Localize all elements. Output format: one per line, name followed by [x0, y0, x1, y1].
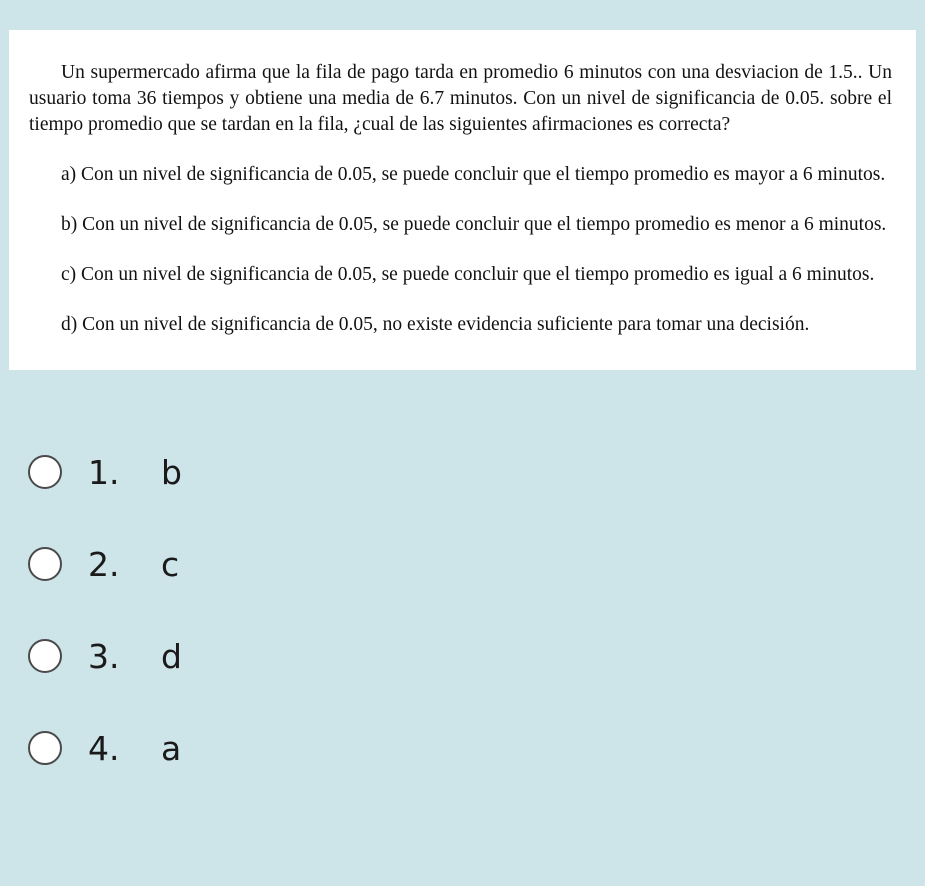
answer-options-list	[0, 370, 925, 766]
answer-letter: a	[161, 728, 182, 768]
answer-label-4	[62, 729, 181, 768]
answer-option-4[interactable]	[28, 730, 925, 766]
answer-option-3[interactable]	[28, 638, 925, 674]
answer-label-1	[62, 453, 182, 492]
question-choice-a: a) Con un nivel de significancia de 0.05, se puede concluir que el tiempo promedio es mayor a 6 minutos.	[61, 164, 886, 185]
answer-number: 3.	[88, 636, 120, 676]
radio-button-2[interactable]	[28, 547, 62, 581]
answer-label-2	[62, 545, 179, 584]
question-choice-d: d) Con un nivel de significancia de 0.05, no existe evidencia suficiente para tomar una decisión.	[61, 314, 810, 335]
answer-letter: b	[161, 452, 182, 492]
answer-number: 2.	[88, 544, 120, 584]
question-panel	[9, 30, 916, 370]
answer-letter: d	[161, 636, 182, 676]
answer-number: 1.	[88, 452, 120, 492]
question-statement: Un supermercado afirma que la fila de pago tarda en promedio 6 minutos con una desviacion de 1.5.. Un usuario toma 36 tiempos y obtiene una media de 6.7 minutos. Con un nivel de significancia de 0.05. sobre el tiempo promedio que se tardan en la fila, ¿cual de las siguientes afirmaciones es correcta?	[29, 62, 892, 135]
question-choice-b: b) Con un nivel de significancia de 0.05, se puede concluir que el tiempo promedio es menor a 6 minutos.	[61, 214, 887, 235]
answer-option-1[interactable]	[28, 454, 925, 490]
question-choice-c: c) Con un nivel de significancia de 0.05, se puede concluir que el tiempo promedio es igual a 6 minutos.	[61, 264, 875, 285]
radio-button-3[interactable]	[28, 639, 62, 673]
answer-option-2[interactable]	[28, 546, 925, 582]
radio-button-1[interactable]	[28, 455, 62, 489]
answer-number: 4.	[88, 728, 120, 768]
answer-label-3	[62, 637, 182, 676]
radio-button-4[interactable]	[28, 731, 62, 765]
answer-letter: c	[161, 544, 180, 584]
